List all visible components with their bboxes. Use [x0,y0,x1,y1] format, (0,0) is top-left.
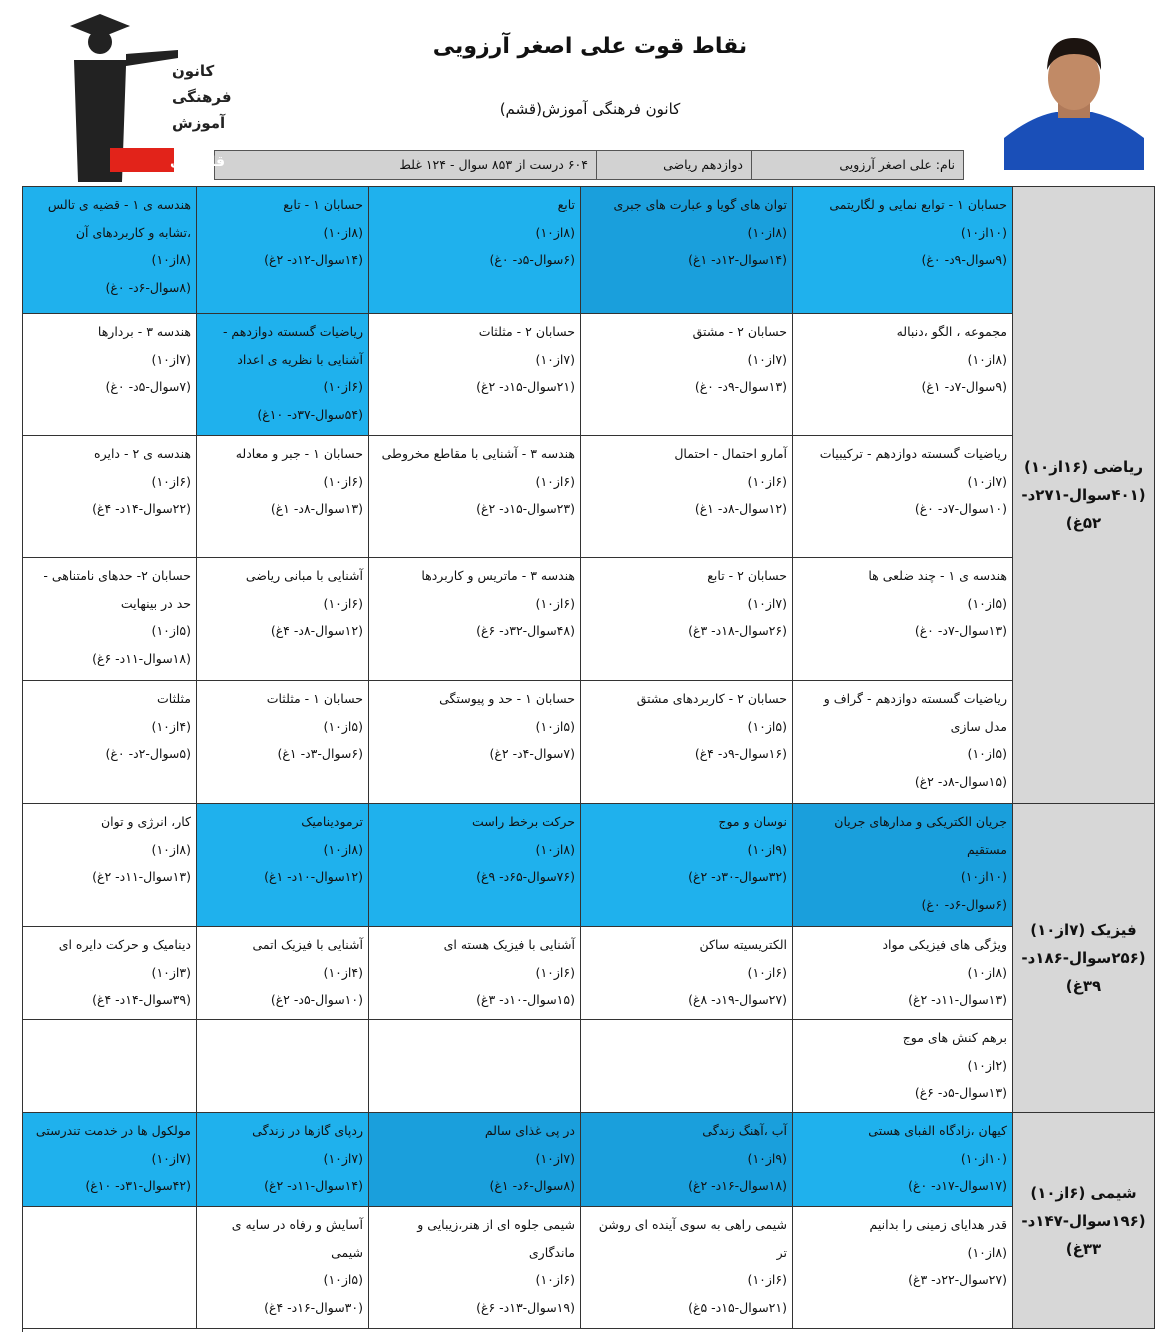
topic-name: هندسه ۳ - بردارها [97,324,191,339]
subject-name: فیزیک [1090,921,1137,939]
subject-score: (۶از۱۰) [1030,1183,1086,1202]
topic-stats: (۳۲سوال-۳۰د- ۲غ) [688,869,787,884]
topic-stats: (۵۴سوال-۳۷د- ۱۰غ) [257,406,363,422]
topic-stats: (۲۷سوال-۱۹د- ۸غ) [688,992,787,1007]
topic-cell [369,681,581,803]
topic-stats: (۶سوال-۳د- ۱غ) [277,746,363,761]
topic-stats: (۲۶سوال-۱۸د- ۳غ) [688,623,787,638]
topic-name: حسابان ۱ - حد و پیوستگی [439,691,575,706]
topic-cell [197,187,369,313]
topic-cell [793,1207,1013,1328]
school-name: کانون فرهنگی آموزش(قشم) [499,100,681,118]
empty-cell [197,1020,369,1112]
empty-cell [23,1020,197,1112]
topic-stats: (۱۵سوال-۱۰د- ۳غ) [476,992,575,1007]
topic-score: (۵از۱۰) [151,623,191,638]
topic-cell [793,927,1013,1019]
subject-detail: (۴۰۱سوال-۲۷۱د- [1021,486,1146,504]
topic-cell [581,436,793,557]
topic-stats: (۹سوال-۹د- ۰غ) [921,252,1007,267]
topic-cell [793,1113,1013,1206]
topic-score: (۷از۱۰) [151,351,191,367]
topic-name: ردپای گازها در زندگی [252,1123,363,1138]
topic-cell [581,681,793,803]
topic-stats: (۱۰سوال-۷د- ۰غ) [914,501,1007,516]
topic-cell [23,804,197,926]
subject-section [23,1113,1155,1329]
topic-name: حسابان ۱ - جبر و معادله [235,446,363,461]
topic-stats: (۱۳سوال-۹د- ۰غ) [694,379,787,394]
topic-name: هندسه ۳ - ماتریس و کاربردها [421,568,575,583]
topic-score: (۶از۱۰) [535,473,575,489]
topic-stats: (۱۳سوال-۱۱د- ۲غ) [908,992,1007,1007]
topic-stats: (۲۳سوال-۱۵د- ۲غ) [476,501,575,516]
topic-name: قدر هدایای زمینی را بدانیم [869,1217,1007,1232]
topic-cell [23,681,197,803]
topic-score: (۸از۱۰) [151,841,191,857]
topic-score: (۸از۱۰) [535,224,575,240]
topic-score: (۶از۱۰) [535,964,575,980]
topic-stats: (۲۱سوال-۱۵د- ۵غ) [688,1299,787,1315]
topic-name: حسابان ۲- حدهای نامتناهی - حد در بینهایت [43,568,191,611]
topic-score: (۶از۱۰) [535,595,575,611]
topic-score: (۱۰از۱۰) [960,224,1007,240]
topic-cell [23,558,197,680]
table-row [23,1113,1013,1207]
topic-stats: (۱۷سوال-۱۷د- ۰غ) [908,1178,1007,1193]
topic-cell [581,1113,793,1206]
topic-stats: (۴۲سوال-۳۱د- ۱۰غ) [85,1178,191,1193]
table-row [23,1020,1013,1113]
topic-score: (۸از۱۰) [323,841,363,857]
topic-cell [369,1113,581,1206]
topic-cell [793,314,1013,435]
table-row [23,1207,1013,1329]
topic-score: (۱۰از۱۰) [960,1150,1007,1166]
topic-score: (۶از۱۰) [535,1272,575,1287]
student-info-bar [214,150,964,180]
logo-line-3: آموزش [172,114,226,132]
topic-name: هندسه ی ۱ - چند ضلعی ها [868,568,1007,583]
topic-stats: (۸سوال-۶د- ۰غ) [105,279,191,295]
topic-score: (۸از۱۰) [747,224,787,240]
topic-score: (۵از۱۰) [967,746,1007,761]
report-header [0,0,1158,185]
topic-score: (۶از۱۰) [747,1272,787,1287]
topic-cell [581,804,793,926]
topic-name: حرکت برخط راست [471,814,575,829]
topic-name: ترمودینامیک [301,814,363,829]
topic-stats: (۶سوال-۶د- ۰غ) [921,896,1007,912]
topic-cell [197,927,369,1019]
subject-summary [1013,1113,1155,1329]
topic-name: در پی غذای سالم [484,1123,575,1138]
topic-score: (۷از۱۰) [535,1150,575,1166]
table-row [23,436,1013,558]
topic-score: (۶از۱۰) [323,473,363,489]
topic-stats: (۷سوال-۴د- ۲غ) [489,746,575,761]
topic-score: (۶از۱۰) [323,379,363,394]
topic-cell [23,927,197,1019]
topic-cell [197,1207,369,1328]
topic-cell [23,314,197,435]
table-row [23,927,1013,1020]
subject-detail: (۱۹۶سوال-۱۴۷د- [1021,1211,1146,1230]
topic-name: کار، انرژی و توان [100,814,191,829]
topic-score: (۴از۱۰) [151,718,191,734]
table-row [23,804,1013,927]
topic-cell [197,804,369,926]
topic-name: حسابان ۱ - تابع [283,197,363,212]
topic-stats: (۵سوال-۲د- ۰غ) [105,746,191,761]
logo-line-2: فرهنگی [172,88,232,106]
student-name: نام: علی اصغر آرزویی [751,151,963,179]
subject-summary [1013,187,1155,804]
topic-stats: (۱۹سوال-۱۳د- ۶غ) [476,1299,575,1315]
topic-score: (۵از۱۰) [323,718,363,734]
topic-cell [793,558,1013,680]
topic-stats: (۱۶سوال-۹د- ۴غ) [694,746,787,761]
topic-stats: (۱۴سوال-۱۲د- ۲غ) [264,252,363,267]
topic-name: هندسه ۳ - آشنایی با مقاطع مخروطی [381,446,575,461]
topic-stats: (۱۲سوال-۸د- ۴غ) [270,623,363,638]
topic-score: (۲از۱۰) [967,1057,1007,1073]
topic-score: (۴از۱۰) [323,964,363,980]
empty-cell [369,1020,581,1112]
topic-name: شیمی راهی به سوی آینده ای روشن تر [598,1217,787,1260]
topic-name: آشنایی با مبانی ریاضی [245,568,363,583]
topic-name: مثلثات [157,691,191,706]
topic-name: آب ،آهنگ زندگی [702,1123,787,1138]
topic-cell [369,187,581,313]
topic-stats: (۱۵سوال-۸د- ۲غ) [914,773,1007,789]
topic-name: آسایش و رفاه در سایه ی شیمی [231,1217,363,1260]
subject-section [23,187,1155,804]
topic-score: (۶از۱۰) [747,964,787,980]
topic-name: حسابان ۱ - توابع نمایی و لگاریتمی [829,197,1007,212]
topic-stats: (۳۹سوال-۱۴د- ۴غ) [92,992,191,1007]
topic-cell [793,681,1013,803]
topic-cell [23,1113,197,1206]
topic-cell [793,187,1013,313]
topic-cell [23,187,197,313]
topic-cell [197,314,369,435]
table-row [23,558,1013,681]
subject-wrong: ۳۹غ) [1065,977,1102,995]
table-row [23,314,1013,436]
topic-stats: (۱۸سوال-۱۱د- ۶غ) [92,650,191,666]
topic-name: توان های گویا و عبارت های جبری [613,197,787,212]
topic-name: حسابان ۱ - مثلثات [266,691,363,706]
topic-name: حسابان ۲ - مشتق [692,324,787,339]
logo-line-1: کانون [172,62,215,80]
topic-stats: (۱۸سوال-۱۶د- ۲غ) [688,1178,787,1193]
topic-score: (۱۰از۱۰) [960,869,1007,884]
logo-line-4: قلم چی [170,154,225,170]
subject-summary [1013,804,1155,1113]
topic-name: حسابان ۲ - تابع [707,568,787,583]
topic-score: (۸از۱۰) [967,964,1007,980]
topic-name: جریان الکتریکی و مدارهای جریان مستقیم [834,814,1007,857]
strengths-table [22,186,1155,1332]
kanoon-logo [60,10,232,186]
topic-name: ویژگی های فیزیکی مواد [882,937,1007,952]
topic-score: (۶از۱۰) [323,595,363,611]
table-row [23,187,1013,314]
topic-score: (۵از۱۰) [747,718,787,734]
topic-name: دینامیک و حرکت دایره ای [58,937,191,952]
topic-score: (۳از۱۰) [151,964,191,980]
subject-score: (۱۶از۱۰) [1024,458,1089,476]
topic-name: ریاضیات گسسته دوازدهم - ترکیبیات [819,446,1007,461]
topic-name: هندسه ی ۲ - دایره [94,446,191,461]
topic-stats: (۱۲سوال-۱۰د- ۱غ) [264,869,363,884]
subject-wrong: ۵۲غ) [1065,514,1102,532]
topic-stats: (۱۳سوال-۵د- ۶غ) [914,1085,1007,1100]
topic-stats: (۱۳سوال-۷د- ۰غ) [914,623,1007,638]
topic-cell [581,927,793,1019]
topic-cell [369,927,581,1019]
topic-cell [369,804,581,926]
topic-cell [581,187,793,313]
topic-name: آمارو احتمال - احتمال [674,446,787,461]
topic-name: هندسه ی ۱ - قضیه ی تالس ،تشابه و کاربردهای آن [47,197,191,240]
topic-score: (۹از۱۰) [747,841,787,857]
topic-cell [197,558,369,680]
topic-cell [23,436,197,557]
empty-cell [581,1020,793,1112]
topic-cell [581,1207,793,1328]
subject-wrong: ۳۳غ) [1065,1239,1102,1258]
topic-name: برهم کنش های موج [902,1030,1007,1045]
topic-name: شیمی جلوه ای از هنر،زیبایی و ماندگاری [417,1217,575,1260]
topic-stats: (۱۴سوال-۱۱د- ۲غ) [264,1178,363,1193]
topic-cell [197,1113,369,1206]
topic-stats: (۱۳سوال-۱۱د- ۲غ) [92,869,191,884]
topic-name: نوسان و موج [718,814,787,829]
topic-score: (۸از۱۰) [535,841,575,857]
subject-score: (۷از۱۰) [1030,921,1086,939]
topic-cell [581,558,793,680]
topic-score: (۷از۱۰) [747,595,787,611]
topic-score: (۸از۱۰) [967,1244,1007,1260]
topic-stats: (۴۸سوال-۳۲د- ۶غ) [476,623,575,638]
topic-score: (۷از۱۰) [151,1150,191,1166]
topic-name: کیهان ،زادگاه الفبای هستی [868,1123,1007,1138]
topic-stats: (۱۰سوال-۵د- ۲غ) [270,992,363,1007]
topic-name: حسابان ۲ - کاربردهای مشتق [636,691,787,706]
student-photo [1004,20,1144,170]
empty-cell [23,1207,197,1328]
topic-score: (۸از۱۰) [967,351,1007,367]
overall-stats: ۶۰۴ درست از ۸۵۳ سوال - ۱۲۴ غلط [399,157,588,172]
topic-score: (۷از۱۰) [535,351,575,367]
topic-stats: (۷سوال-۵د- ۰غ) [105,379,191,394]
topic-stats: (۸سوال-۶د- ۱غ) [489,1178,575,1193]
topic-score: (۶از۱۰) [151,473,191,489]
topic-score: (۹از۱۰) [747,1150,787,1166]
topic-stats: (۲۷سوال-۲۲د- ۳غ) [908,1272,1007,1287]
topic-cell [197,681,369,803]
topic-stats: (۱۲سوال-۸د- ۱غ) [694,501,787,516]
topic-name: تابع [557,197,575,212]
table-row [23,681,1013,804]
topic-score: (۷از۱۰) [967,473,1007,489]
topic-name: آشنایی با فیزیک هسته ای [443,937,575,952]
topic-cell [581,314,793,435]
topic-cell [197,436,369,557]
topic-cell [793,804,1013,926]
topic-score: (۵از۱۰) [323,1272,363,1287]
topic-stats: (۲۲سوال-۱۴د- ۴غ) [92,501,191,516]
topic-score: (۷از۱۰) [747,351,787,367]
topic-stats: (۷۶سوال-۶۵د- ۹غ) [476,869,575,884]
topic-name: الکتریسیته ساکن [699,937,787,952]
topic-score: (۵از۱۰) [535,718,575,734]
topic-stats: (۳۰سوال-۱۶د- ۴غ) [264,1299,363,1315]
topic-name: مجموعه ، الگو ،دنباله [896,324,1007,339]
subject-detail: (۲۵۶سوال-۱۸۶د- [1021,949,1146,967]
subject-name: شیمی [1090,1183,1137,1202]
topic-name: ریاضیات گسسته دوازدهم - آشنایی با نظریه ی اعداد [222,324,363,367]
subject-section [23,804,1155,1113]
topic-score: (۸از۱۰) [323,224,363,240]
topic-cell [369,436,581,557]
topic-score: (۸از۱۰) [151,252,191,267]
topic-cell [369,314,581,435]
topic-stats: (۶سوال-۵د- ۰غ) [489,252,575,267]
page-title: نقاط قوت علی اصغر آرزویی [432,34,748,59]
topic-stats: (۹سوال-۷د- ۱غ) [921,379,1007,394]
topic-stats: (۱۳سوال-۸د- ۱غ) [270,501,363,516]
topic-stats: (۱۴سوال-۱۲د- ۱غ) [688,252,787,267]
topic-score: (۶از۱۰) [747,473,787,489]
topic-stats: (۲۱سوال-۱۵د- ۲غ) [476,379,575,394]
subject-name: ریاضی [1093,458,1143,476]
topic-name: حسابان ۲ - مثلثات [478,324,575,339]
topic-score: (۵از۱۰) [967,595,1007,611]
topic-name: ریاضیات گسسته دوازدهم - گراف و مدل سازی [823,691,1007,734]
student-grade: دوازدهم ریاضی [596,151,751,179]
topic-cell [369,1207,581,1328]
topic-cell [793,436,1013,557]
topic-cell [369,558,581,680]
topic-name: آشنایی با فیزیک اتمی [252,937,363,952]
topic-score: (۷از۱۰) [323,1150,363,1166]
topic-cell [793,1020,1013,1112]
topic-name: مولکول ها در خدمت تندرستی [35,1123,191,1138]
